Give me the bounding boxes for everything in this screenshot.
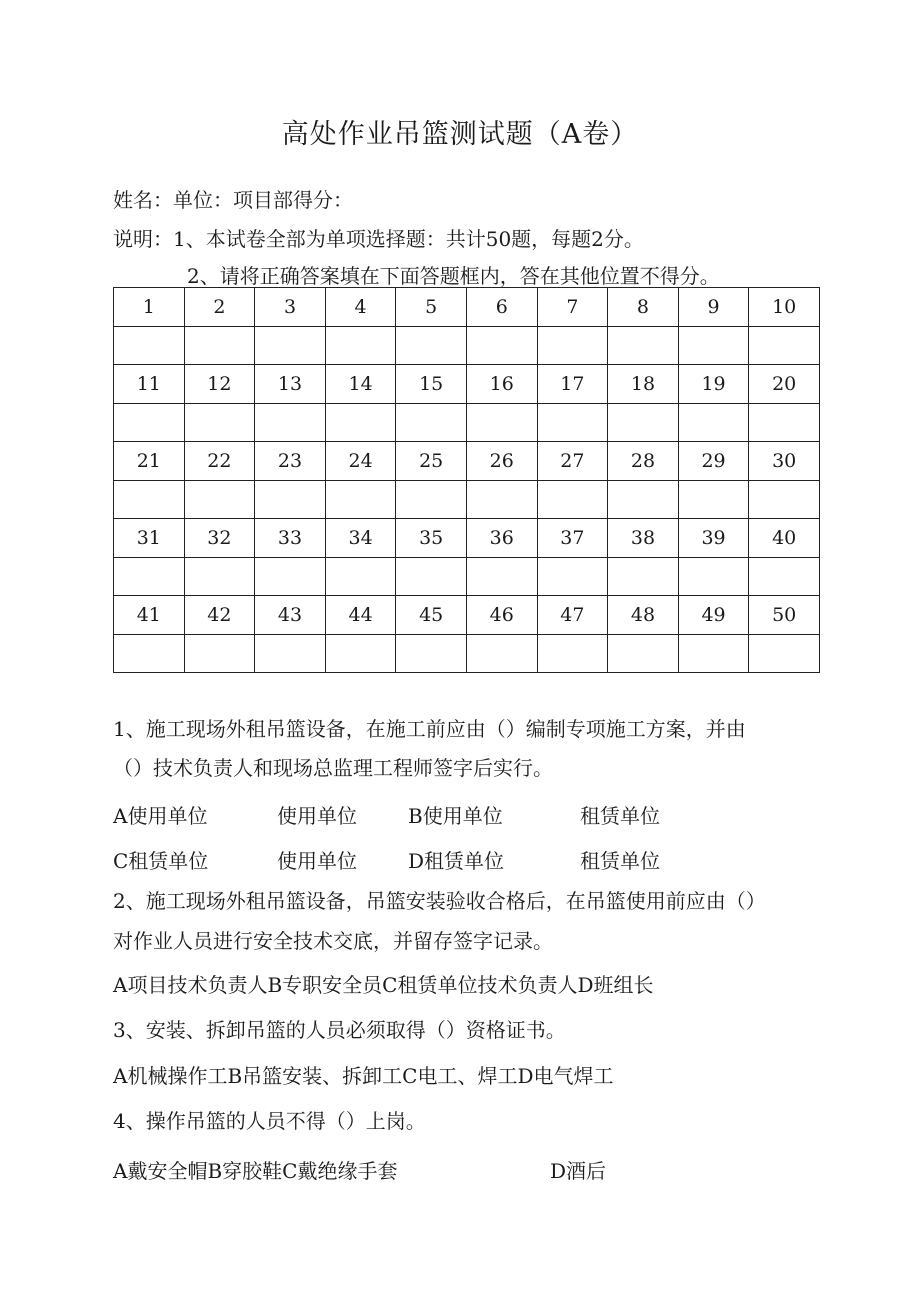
answer-cell[interactable] — [184, 403, 255, 442]
question-4-options-abc: A戴安全帽B穿胶鞋C戴绝缘手套 — [113, 1159, 398, 1183]
answer-cell[interactable] — [396, 634, 467, 673]
answer-cell[interactable] — [325, 634, 396, 673]
student-info-line: 姓名：单位：项目部得分： — [113, 188, 353, 212]
question-1-option-b-2: 租赁单位 — [580, 804, 660, 828]
answer-cell[interactable] — [396, 480, 467, 519]
answer-cell[interactable] — [396, 557, 467, 596]
question-1-option-a-2: 使用单位 — [277, 804, 357, 828]
question-number-cell: 26 — [466, 442, 537, 481]
question-number-cell: 20 — [749, 365, 820, 404]
answer-cell[interactable] — [608, 403, 679, 442]
exam-title: 高处作业吊篮测试题（A卷） — [281, 119, 639, 150]
question-number-cell: 30 — [749, 442, 820, 481]
answer-cell[interactable] — [114, 634, 185, 673]
question-number-row — [114, 288, 820, 327]
question-number-row — [114, 442, 820, 481]
answer-cell[interactable] — [325, 326, 396, 365]
question-number-cell: 37 — [537, 519, 608, 558]
answer-cell[interactable] — [537, 634, 608, 673]
answer-cell[interactable] — [184, 480, 255, 519]
question-1-option-d: D租赁单位 — [408, 849, 505, 873]
question-number-cell: 41 — [114, 596, 185, 635]
answer-cell[interactable] — [678, 326, 749, 365]
question-number-cell: 21 — [114, 442, 185, 481]
answer-cell[interactable] — [466, 480, 537, 519]
question-number-cell: 9 — [678, 288, 749, 327]
question-number-cell: 10 — [749, 288, 820, 327]
question-number-cell: 13 — [255, 365, 326, 404]
question-number-cell: 24 — [325, 442, 396, 481]
answer-cell[interactable] — [114, 480, 185, 519]
question-1-line-2: （）技术负责人和现场总监理工程师签字后实行。 — [113, 756, 553, 780]
question-3-line-1: 3、安装、拆卸吊篮的人员必须取得（）资格证书。 — [113, 1018, 566, 1042]
answer-cell[interactable] — [466, 634, 537, 673]
question-number-cell: 19 — [678, 365, 749, 404]
question-number-cell: 43 — [255, 596, 326, 635]
question-number-cell: 46 — [466, 596, 537, 635]
question-number-cell: 16 — [466, 365, 537, 404]
question-number-cell: 36 — [466, 519, 537, 558]
answer-row — [114, 557, 820, 596]
instruction-line-1: 说明：1、本试卷全部为单项选择题：共计50题，每题2分。 — [113, 227, 644, 251]
question-4-option-d: D酒后 — [550, 1159, 607, 1183]
answer-row — [114, 403, 820, 442]
question-number-cell: 39 — [678, 519, 749, 558]
question-number-cell: 4 — [325, 288, 396, 327]
question-number-cell: 47 — [537, 596, 608, 635]
question-number-cell: 33 — [255, 519, 326, 558]
question-2-options: A项目技术负责人B专职安全员C租赁单位技术负责人D班组长 — [113, 973, 654, 997]
question-number-cell: 1 — [114, 288, 185, 327]
question-1-option-a: A使用单位 — [113, 804, 208, 828]
question-number-cell: 49 — [678, 596, 749, 635]
answer-cell[interactable] — [255, 557, 326, 596]
answer-row — [114, 480, 820, 519]
answer-cell[interactable] — [184, 634, 255, 673]
answer-cell[interactable] — [255, 403, 326, 442]
answer-cell[interactable] — [114, 326, 185, 365]
answer-cell[interactable] — [749, 326, 820, 365]
question-number-cell: 2 — [184, 288, 255, 327]
question-number-cell: 27 — [537, 442, 608, 481]
question-1-option-c: C租赁单位 — [113, 849, 209, 873]
answer-cell[interactable] — [396, 326, 467, 365]
question-number-cell: 22 — [184, 442, 255, 481]
answer-row — [114, 326, 820, 365]
question-2-line-1: 2、施工现场外租吊篮设备，吊篮安装验收合格后，在吊篮使用前应由（） — [113, 889, 766, 913]
question-number-cell: 29 — [678, 442, 749, 481]
question-number-cell: 3 — [255, 288, 326, 327]
answer-cell[interactable] — [396, 403, 467, 442]
question-number-row — [114, 596, 820, 635]
answer-cell[interactable] — [325, 403, 396, 442]
answer-cell[interactable] — [466, 326, 537, 365]
answer-cell[interactable] — [678, 557, 749, 596]
instruction-line-2: 2、请将正确答案填在下面答题框内，答在其他位置不得分。 — [187, 264, 720, 288]
answer-cell[interactable] — [608, 634, 679, 673]
question-number-cell: 8 — [608, 288, 679, 327]
answer-cell[interactable] — [749, 634, 820, 673]
answer-cell[interactable] — [255, 480, 326, 519]
question-number-cell: 7 — [537, 288, 608, 327]
question-1-line-1: 1、施工现场外租吊篮设备，在施工前应由（）编制专项施工方案，并由 — [113, 717, 746, 741]
question-number-cell: 23 — [255, 442, 326, 481]
answer-cell[interactable] — [114, 557, 185, 596]
question-number-cell: 11 — [114, 365, 185, 404]
answer-cell[interactable] — [749, 480, 820, 519]
answer-cell[interactable] — [749, 557, 820, 596]
question-number-cell: 32 — [184, 519, 255, 558]
question-number-cell: 14 — [325, 365, 396, 404]
question-number-cell: 18 — [608, 365, 679, 404]
answer-cell[interactable] — [537, 557, 608, 596]
question-number-cell: 31 — [114, 519, 185, 558]
question-number-cell: 45 — [396, 596, 467, 635]
question-number-cell: 42 — [184, 596, 255, 635]
answer-cell[interactable] — [114, 403, 185, 442]
question-number-cell: 28 — [608, 442, 679, 481]
question-number-row — [114, 519, 820, 558]
question-number-cell: 48 — [608, 596, 679, 635]
answer-cell[interactable] — [608, 326, 679, 365]
question-number-cell: 40 — [749, 519, 820, 558]
answer-cell[interactable] — [466, 557, 537, 596]
question-number-cell: 5 — [396, 288, 467, 327]
question-1-option-b: B使用单位 — [408, 804, 503, 828]
answer-cell[interactable] — [678, 480, 749, 519]
question-number-cell: 50 — [749, 596, 820, 635]
answer-cell[interactable] — [537, 326, 608, 365]
answer-cell[interactable] — [608, 557, 679, 596]
answer-cell[interactable] — [325, 557, 396, 596]
question-1-option-c-2: 使用单位 — [277, 849, 357, 873]
question-3-options: A机械操作工B吊篮安装、拆卸工C电工、焊工D电气焊工 — [113, 1064, 614, 1088]
answer-grid — [113, 287, 820, 673]
question-number-cell: 15 — [396, 365, 467, 404]
answer-cell[interactable] — [255, 634, 326, 673]
question-number-cell: 6 — [466, 288, 537, 327]
question-1-option-d-2: 租赁单位 — [580, 849, 660, 873]
answer-cell[interactable] — [537, 480, 608, 519]
question-number-cell: 25 — [396, 442, 467, 481]
answer-cell[interactable] — [466, 403, 537, 442]
question-number-cell: 17 — [537, 365, 608, 404]
answer-cell[interactable] — [537, 403, 608, 442]
question-number-cell: 44 — [325, 596, 396, 635]
question-number-cell: 35 — [396, 519, 467, 558]
answer-cell[interactable] — [608, 480, 679, 519]
answer-cell[interactable] — [678, 403, 749, 442]
question-number-cell: 12 — [184, 365, 255, 404]
answer-cell[interactable] — [184, 326, 255, 365]
question-2-line-2: 对作业人员进行安全技术交底，并留存签字记录。 — [113, 929, 553, 953]
answer-cell[interactable] — [255, 326, 326, 365]
question-number-cell: 38 — [608, 519, 679, 558]
question-number-cell: 34 — [325, 519, 396, 558]
answer-cell[interactable] — [678, 634, 749, 673]
question-number-row — [114, 365, 820, 404]
answer-cell[interactable] — [325, 480, 396, 519]
question-4-line-1: 4、操作吊篮的人员不得（）上岗。 — [113, 1109, 426, 1133]
answer-row — [114, 634, 820, 673]
answer-cell[interactable] — [184, 557, 255, 596]
answer-cell[interactable] — [749, 403, 820, 442]
